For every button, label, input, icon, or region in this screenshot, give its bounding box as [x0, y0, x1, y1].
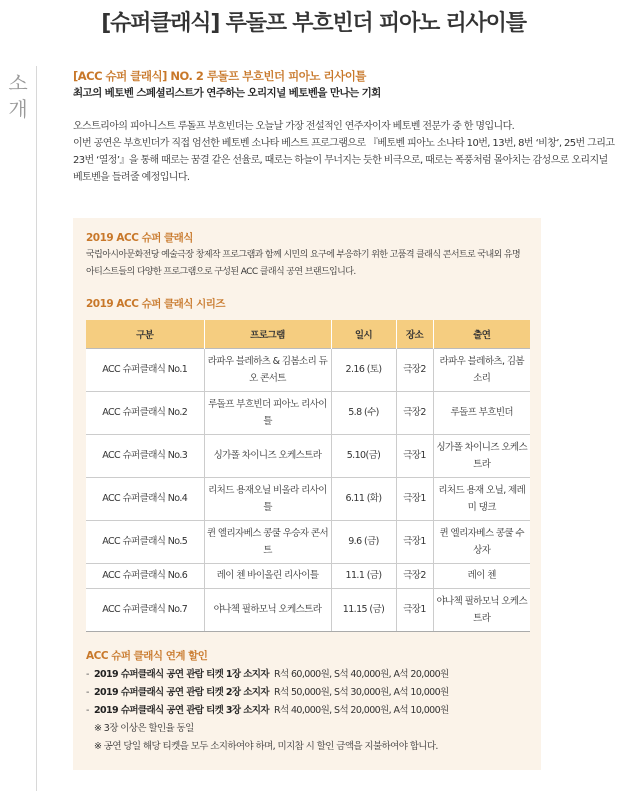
- discount-note: ※ 3장 이상은 할인율 동일: [94, 722, 194, 734]
- cell-program: 라파우 블레하츠 & 김봄소리 듀오 콘서트: [204, 348, 331, 391]
- series-heading: 2019 ACC 슈퍼 클래식 시리즈: [86, 298, 226, 310]
- cell-category: ACC 슈퍼클래식 No.7: [86, 588, 204, 631]
- series-info-box: [73, 218, 541, 770]
- brand-heading: 2019 ACC 슈퍼 클래식: [86, 232, 193, 244]
- section-divider: [36, 66, 37, 791]
- cell-date: 11.1 (금): [331, 563, 396, 588]
- column-header-performer: 출연: [433, 320, 530, 348]
- column-header-category: 구분: [86, 320, 204, 348]
- cell-venue: 극장1: [396, 477, 433, 520]
- cell-date: 2.16 (토): [331, 348, 396, 391]
- cell-category: ACC 슈퍼클래식 No.6: [86, 563, 204, 588]
- intro-paragraph: 오스트리아의 피아니스트 루돌프 부흐빈더는 오늘날 가장 전설적인 연주자이자 베토벤 전문가 중 한 명입니다.: [73, 121, 515, 132]
- page-title: [슈퍼클래식] 루돌프 부흐빈더 피아노 리사이틀: [101, 11, 526, 36]
- discount-item: [86, 666, 529, 684]
- cell-program: 야나첵 필하모닉 오케스트라: [204, 588, 331, 631]
- column-header-date: 일시: [331, 320, 396, 348]
- brand-description: 국립아시아문화전당 예술극장 창제작 프로그램과 함께 시민의 요구에 부응하기 위한 고품격 클래식 콘서트로 국내외 유명 아티스트들의 다양한 프로그램으로 구성된 ACC 클래식 공연 브랜드입니다.: [86, 250, 521, 277]
- cell-performer: 퀸 엘리자베스 콩쿨 수상자: [433, 520, 530, 563]
- discount-name: 2019 슈퍼클래식 공연 관람 티켓 1장 소지자: [94, 668, 269, 680]
- cell-date: 5.8 (수): [331, 391, 396, 434]
- cell-venue: 극장2: [396, 563, 433, 588]
- table-row: [86, 520, 530, 563]
- table-row: [86, 348, 530, 391]
- cell-category: ACC 슈퍼클래식 No.3: [86, 434, 204, 477]
- discount-note: ※ 공연 당일 해당 티켓을 모두 소지하여야 하며, 미지참 시 할인 금액을 지불하여야 합니다.: [94, 740, 438, 752]
- cell-venue: 극장2: [396, 391, 433, 434]
- cell-category: ACC 슈퍼클래식 No.2: [86, 391, 204, 434]
- cell-program: 퀸 엘리자베스 콩쿨 우승자 콘서트: [204, 520, 331, 563]
- cell-program: 루돌프 부흐빈더 피아노 리사이틀: [204, 391, 331, 434]
- cell-performer: 루돌프 부흐빈더: [433, 391, 530, 434]
- discount-name: 2019 슈퍼클래식 공연 관람 티켓 3장 소지자: [94, 704, 269, 716]
- intro-paragraph: 이번 공연은 부흐빈더가 직접 엄선한 베토벤 소나타 베스트 프로그램으로 『베토벤 피아노 소나타 10번, 13번, 8번 ‘비창’, 25번 그리고 23번 ‘열정’』을 통해 때로는 꿈결 같은 선율로, 때로는 하늘이 무너지는 듯한 비극으로, 때로는 폭풍처럼 몰아치는 감성으로 오리지널 베토벤을 들려줄 예정입니다.: [73, 138, 615, 183]
- cell-venue: 극장1: [396, 434, 433, 477]
- discount-price: R석 50,000원, S석 30,000원, A석 10,000원: [273, 686, 449, 698]
- intro-title: [ACC 슈퍼 클래식] NO. 2 루돌프 부흐빈더 피아노 리사이틀: [73, 69, 366, 83]
- discount-item: [86, 684, 529, 702]
- section-label-char-2: 개: [8, 97, 28, 121]
- cell-category: ACC 슈퍼클래식 No.5: [86, 520, 204, 563]
- cell-venue: 극장1: [396, 520, 433, 563]
- intro-body: [73, 118, 618, 186]
- cell-performer: 라파우 블레하츠, 김봄소리: [433, 348, 530, 391]
- cell-performer: 리처드 용재 오닐, 제레미 댕크: [433, 477, 530, 520]
- discount-heading: ACC 슈퍼 클래식 연계 할인: [86, 649, 208, 662]
- cell-category: ACC 슈퍼클래식 No.1: [86, 348, 204, 391]
- intro-section: [73, 67, 618, 186]
- table-row: [86, 391, 530, 434]
- section-label-char-1: 소: [8, 71, 28, 95]
- cell-date: 6.11 (화): [331, 477, 396, 520]
- cell-venue: 극장1: [396, 588, 433, 631]
- table-row: [86, 563, 530, 588]
- cell-performer: 야나첵 필하모닉 오케스트라: [433, 588, 530, 631]
- cell-date: 9.6 (금): [331, 520, 396, 563]
- discount-item: [86, 702, 529, 720]
- discount-name: 2019 슈퍼클래식 공연 관람 티켓 2장 소지자: [94, 686, 269, 698]
- column-header-venue: 장소: [396, 320, 433, 348]
- cell-program: 레이 첸 바이올린 리사이틀: [204, 563, 331, 588]
- column-header-program: 프로그램: [204, 320, 331, 348]
- cell-program: 싱가폴 차이니즈 오케스트라: [204, 434, 331, 477]
- cell-program: 리처드 용재오닐 비올라 리사이틀: [204, 477, 331, 520]
- cell-date: 5.10(금): [331, 434, 396, 477]
- list-dash: -: [86, 668, 89, 680]
- series-table: [86, 320, 530, 632]
- cell-category: ACC 슈퍼클래식 No.4: [86, 477, 204, 520]
- discount-price: R석 60,000원, S석 40,000원, A석 20,000원: [273, 668, 449, 680]
- list-dash: -: [86, 704, 89, 716]
- list-dash: -: [86, 686, 89, 698]
- cell-venue: 극장2: [396, 348, 433, 391]
- table-row: [86, 588, 530, 631]
- cell-performer: 싱가폴 차이니즈 오케스트라: [433, 434, 530, 477]
- table-row: [86, 477, 530, 520]
- cell-performer: 레이 첸: [433, 563, 530, 588]
- discount-price: R석 40,000원, S석 20,000원, A석 10,000원: [273, 704, 449, 716]
- cell-date: 11.15 (금): [331, 588, 396, 631]
- intro-subtitle: 최고의 베토벤 스페셜리스트가 연주하는 오리지널 베토벤을 만나는 기회: [73, 87, 381, 99]
- table-row: [86, 434, 530, 477]
- section-label: [6, 70, 30, 122]
- discount-list: [86, 666, 529, 720]
- table-header-row: [86, 320, 530, 348]
